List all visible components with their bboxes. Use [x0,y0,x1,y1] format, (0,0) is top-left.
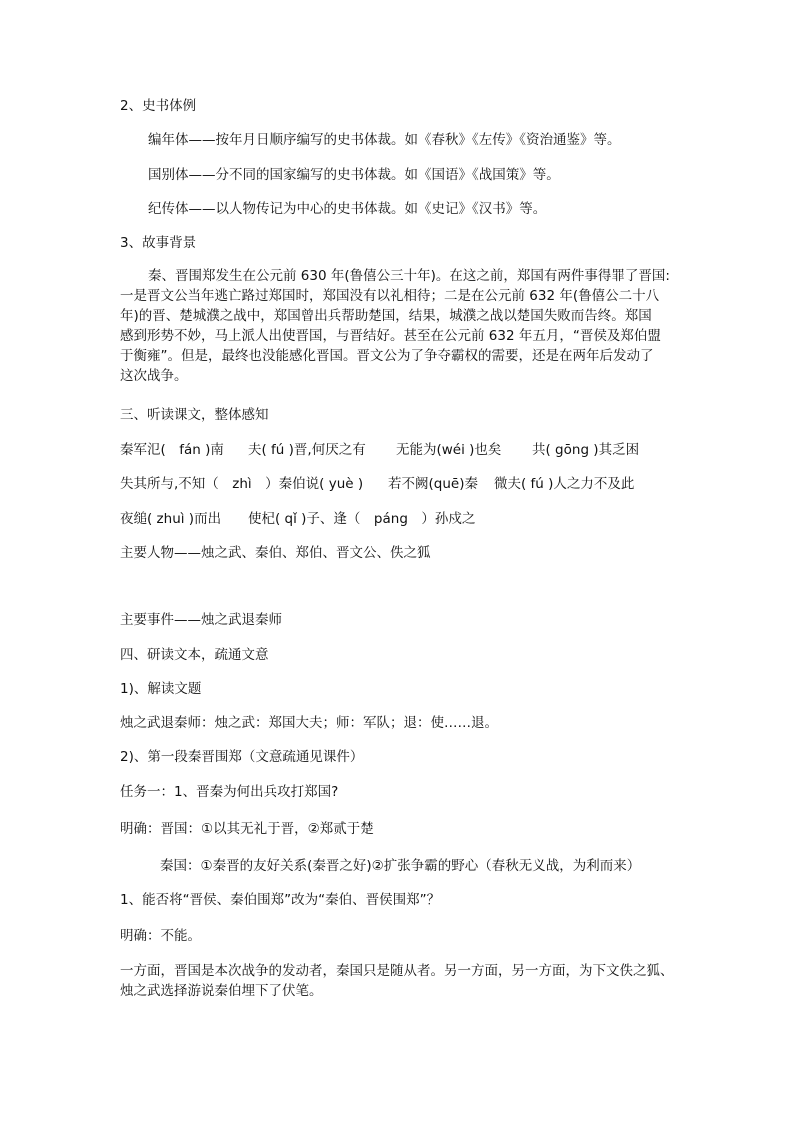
pinyin-item: 失其所与,不知（ zhì ）秦伯说( yuè ) [120,476,364,492]
final-line: 烛之武选择游说秦伯埋下了伏笔。 [120,983,323,999]
task-1-question: 任务一：1、晋秦为何出兵攻打郑国? [120,784,339,800]
background-line: 年)的晋、楚城濮之战中，郑国曾出兵帮助楚国，结果，城濮之战以楚国失败而告终。郑国 [120,308,652,324]
main-event: 主要事件——烛之武退秦师 [120,612,282,628]
pinyin-item: 秦军氾( fán )南 [120,442,224,458]
jizhuanti-line: 纪传体——以人物传记为中心的史书体裁。如《史记》《汉书》等。 [148,201,547,217]
pinyin-item: 使杞( qǐ )子、逢（ páng ）孙戍之 [248,511,476,527]
pinyin-item: 共( gōng )其乏困 [532,442,640,458]
section-four-heading: 四、研读文本，疏通文意 [120,647,269,663]
background-paragraph [120,266,676,386]
biannianti-line: 编年体——按年月日顺序编写的史书体裁。如《春秋》《左传》《资治通鉴》等。 [148,132,621,148]
background-line: 秦、晋围郑发生在公元前 630 年(鲁僖公三十年)。在这之前，郑国有两件事得罪了晋国: [148,268,670,284]
pinyin-item: 微夫( fú )人之力不及此 [494,476,635,492]
pinyin-item: 夫( fú )晋,何厌之有 [248,442,366,458]
answer-jin: 明确：晋国：①以其无礼于晋，②郑贰于楚 [120,821,374,837]
section-3-heading: 3、故事背景 [120,235,197,251]
pinyin-item: 无能为(wéi )也矣 [396,442,502,458]
guobieti-line: 国别体——分不同的国家编写的史书体裁。如《国语》《战国策》等。 [148,167,560,183]
background-line: 这次战争。 [120,368,188,384]
answer-no: 明确：不能。 [120,928,201,944]
answer-qin: 秦国：①秦晋的友好关系(秦晋之好)②扩张争霸的野心（春秋无义战，为利而来） [160,858,641,874]
section-2-heading: 2、史书体例 [120,98,197,114]
subsection-2-heading: 2)、第一段秦晋围郑（文意疏通见课件） [120,749,364,765]
section-three-heading: 三、听读课文，整体感知 [120,407,269,423]
final-line: 一方面，晋国是本次战争的发动者，秦国只是随从者。另一方面，另一方面，为下文佚之狐、 [120,963,674,979]
title-explanation: 烛之武退秦师：烛之武：郑国大夫；师：军队；退：使……退。 [120,715,498,731]
final-paragraph [120,961,676,1001]
main-characters: 主要人物——烛之武、秦伯、郑伯、晋文公、佚之狐 [120,545,431,561]
background-line: 感到形势不妙，马上派人出使晋国，与晋结好。甚至在公元前 632 年五月，“晋侯及郑伯盟 [120,328,661,344]
pinyin-item: 夜缒( zhuì )而出 [120,511,222,527]
pinyin-item: 若不阙(quē)秦 [388,476,478,492]
background-line: 于衡雍”。但是，最终也没能感化晋国。晋文公为了争夺霸权的需要，还是在两年后发动了 [120,348,654,364]
subsection-1-heading: 1)、解读文题 [120,681,202,697]
background-line: 一是晋文公当年逃亡路过郑国时，郑国没有以礼相待；二是在公元前 632 年(鲁僖公二十八 [120,288,660,304]
question-1: 1、能否将“晋侯、秦伯围郑”改为“秦伯、晋侯围郑”？ [120,892,441,908]
